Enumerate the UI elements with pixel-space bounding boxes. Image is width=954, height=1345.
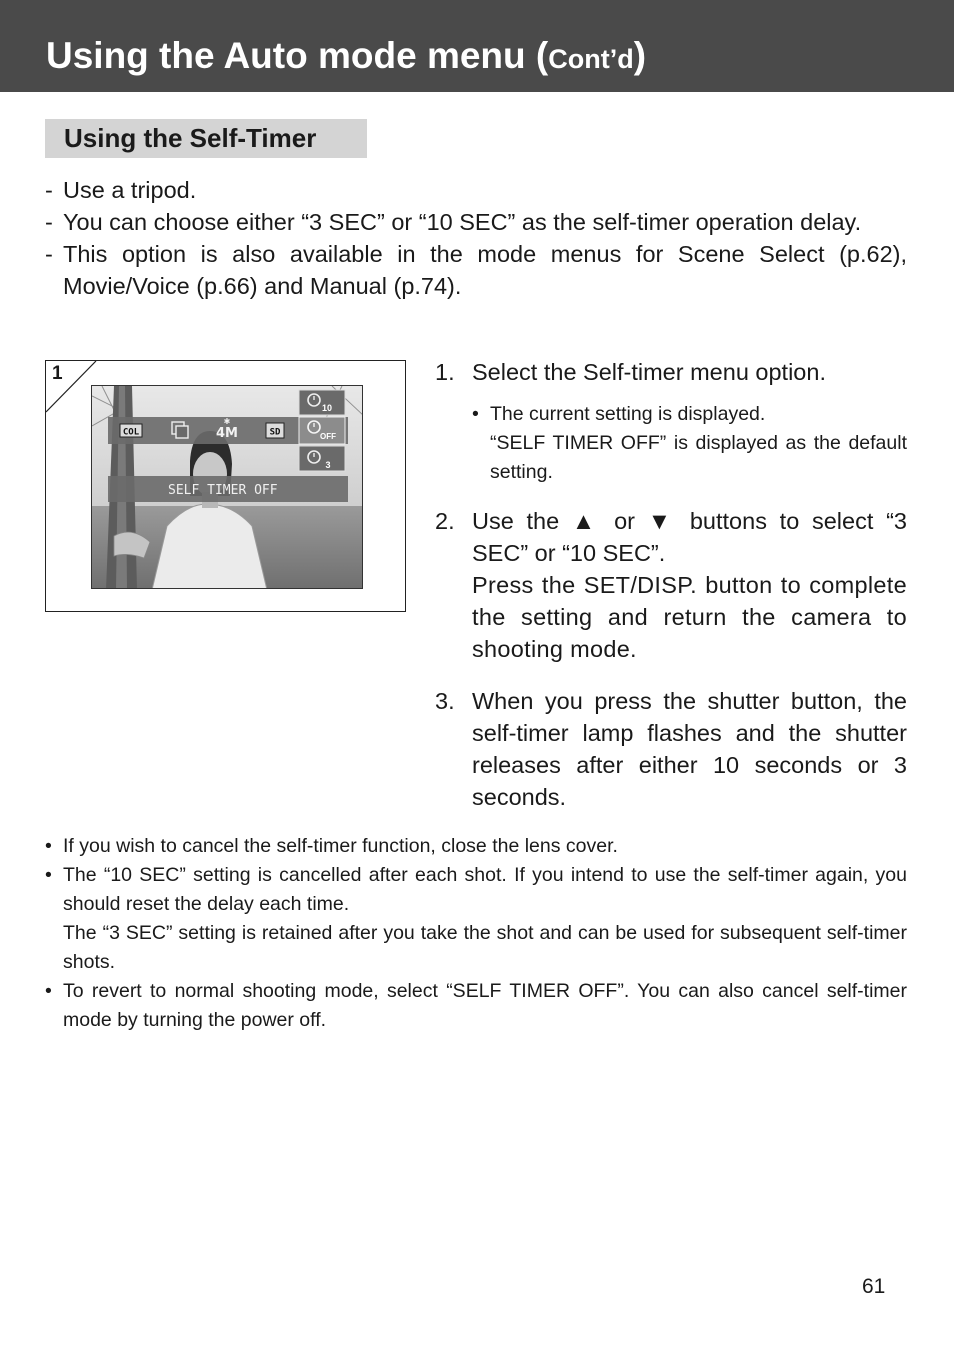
section-heading [45,119,367,158]
note-item: • If you wish to cancel the self-timer function, close the lens cover. [45,835,618,857]
step-1-note: • The current setting is displayed. “SELF TIMER OFF” is displayed as the default setting. [472,403,907,483]
lcd-photo-illustration [92,386,363,589]
step-3: 3. When you press the shutter button, the self-timer lamp flashes and the shutter releases after either 10 seconds or 3 seconds. [435,688,907,810]
timer-10-text: 10 [321,403,333,413]
svg-text:✱: ✱ [223,417,231,426]
intro-list [45,174,907,302]
menu-icon-sd [266,423,284,438]
page-header [0,0,954,92]
figure-number: 1 [52,363,63,384]
note-item: • The “10 SEC” setting is cancelled after each shot. If you intend to use the self-timer again, you should reset the delay each time. The “3 SEC” setting is retained after you take the shot and can be used for subsequent self-timer shots. [45,864,907,973]
title-contd: Cont’d [548,44,634,74]
self-timer-off-label: SELF TIMER OFF [168,483,278,498]
timer-off-text: OFF [320,432,336,441]
page-title: Using the Auto mode menu (Cont’d) [46,35,647,76]
notes-list [45,832,907,1035]
menu-icon-col-text: COL [122,427,140,438]
section-title: Using the Self-Timer [64,123,317,153]
note-item: • To revert to normal shooting mode, select “SELF TIMER OFF”. You can also cancel self-timer mode by turning the power off. [45,980,907,1031]
step-2: 2. Use the ▲ or ▼ buttons to select “3 SEC” or “10 SEC”. Press the SET/DISP. button to complete the setting and return the camera to shooting mode. [435,508,907,662]
timer-3-text: 3 [325,460,331,470]
menu-icon-sd-text: SD [269,427,281,438]
intro-item: - This option is also available in the mode menus for Scene Select (p.62), Movie/Voice (p.66) and Manual (p.74). [45,241,907,299]
step-1: 1. Select the Self-timer menu option. • The current setting is displayed. “SELF TIMER OFF” is displayed as the default setting. [435,356,907,487]
steps-list [435,356,907,813]
menu-icon-col [120,424,142,438]
intro-item: - You can choose either “3 SEC” or “10 SEC” as the self-timer operation delay. [45,209,862,235]
lcd-status-label [108,476,348,502]
menu-icon-4m-text: 4M [216,426,238,441]
figure-camera-screen [45,360,406,612]
page-number: 61 [862,1275,886,1298]
lcd-screen [91,385,363,589]
intro-item: - Use a tripod. [45,177,197,203]
